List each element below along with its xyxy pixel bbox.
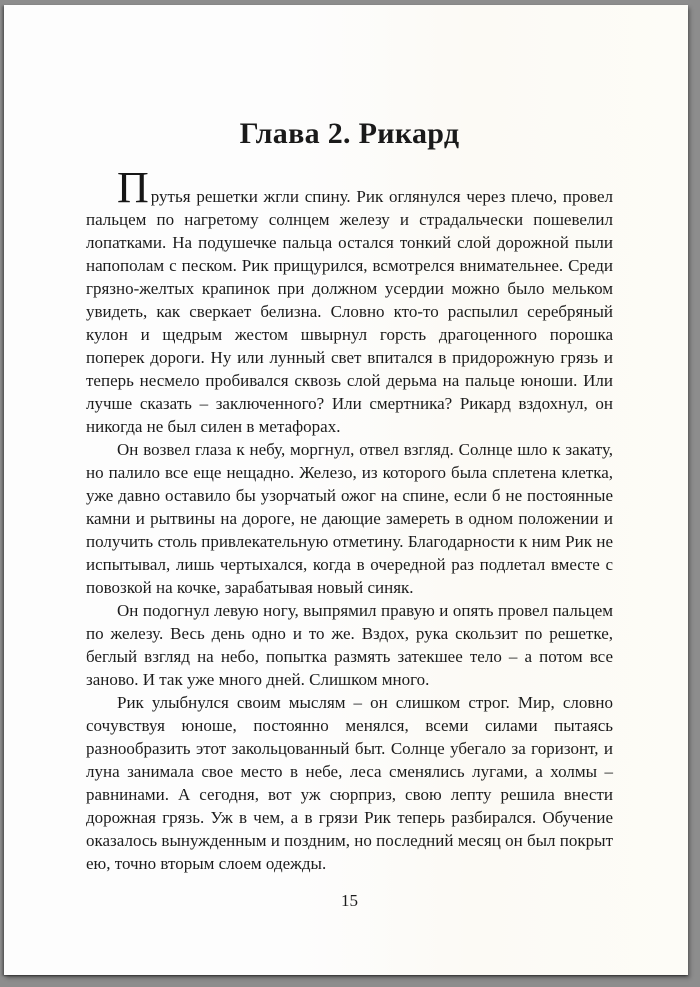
- chapter-title: Глава 2. Рикард: [239, 117, 460, 150]
- book-page: [4, 5, 688, 975]
- page-number: 15: [341, 891, 358, 910]
- paragraph: Он возвел глаза к небу, моргнул, отвел взгляд. Солнце шло к закату, но палило все еще нещадно. Железо, из которого была сплетена клетка, уже давно оставило бы узорчатый ожог на спине, если б не постоянные камни и рытвины на дороге, не дающие замереть в одном положении и получить столь привлекательную отметину. Благодарности к ним Рик не испытывал, лишь чертыхался, когда в очередной раз подлетал вместе с повозкой на кочке, зарабатывая новый синяк.: [86, 440, 613, 597]
- paragraph: Рик улыбнулся своим мыслям – он слишком строг. Мир, словно сочувствуя юноше, постоянно менялся, всеми силами пытаясь разнообразить этот закольцованный быт. Солнце убегало за горизонт, и луна занимала свое место в небе, леса сменялись лугами, а холмы – равнинами. А сегодня, вот уж сюрприз, свою лепту решила внести дорожная грязь. Уж в чем, а в грязи Рик теперь разбирался. Обучение оказалось вынужденным и поздним, но последний месяц он был покрыт ею, точно вторым слоем одежды.: [86, 693, 613, 873]
- paragraph: Прутья решетки жгли спину. Рик оглянулся через плечо, провел пальцем по нагретому солнцем железу и страдальчески пошевелил лопатками. На подушечке пальца остался тонкий слой дорожной пыли напополам с песком. Рик прищурился, всмотрелся внимательнее. Среди грязно-желтых крапинок при должном усердии можно было мельком увидеть, как сверкает белизна. Словно кто-то распылил серебряный кулон и щедрым жестом швырнул горсть драгоценного порошка поперек дороги. Ну или лунный свет впитался в придорожную грязь и теперь несмело пробивался сквозь слой дерьма на пальце юноши. Или лучше сказать – заключенного? Или смертника? Рикард вздохнул, он никогда не был силен в метафорах.: [86, 163, 613, 436]
- paragraph: Он подогнул левую ногу, выпрямил правую и опять провел пальцем по железу. Весь день одно и то же. Вздох, рука скользит по решетке, беглый взгляд на небо, попытка размять затекшее тело – а потом все заново. И так уже много дней. Слишком много.: [86, 601, 613, 689]
- chapter-body: [86, 163, 613, 875]
- initial-letter: П: [117, 163, 149, 212]
